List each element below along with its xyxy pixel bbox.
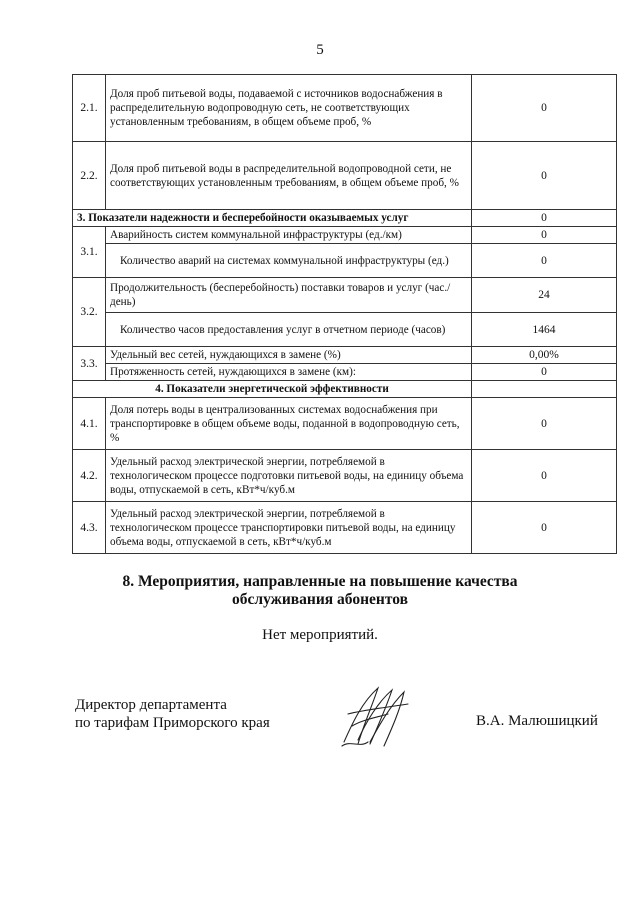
section-3-title: 3. Показатели надежности и бесперебойности оказываемых услуг [73, 210, 472, 227]
position-line1: Директор департамента [75, 697, 227, 713]
indicator-value: 0 [472, 75, 617, 142]
section-4-title: 4. Показатели энергетической эффективности [73, 381, 472, 398]
indicator-value: 0 [472, 227, 617, 244]
table-row [73, 347, 617, 364]
indicator-value: 0 [472, 502, 617, 554]
row-number: 2.1. [73, 75, 106, 142]
section-header-row [73, 381, 617, 398]
row-number: 3.3. [73, 347, 106, 381]
row-number: 4.3. [73, 502, 106, 554]
indicator-text: Удельный расход электрической энергии, потребляемой в технологическом процессе транспортировки питьевой воды, на единицу объема воды, отпускаемой в сеть, кВт*ч/куб.м [106, 502, 472, 554]
indicator-value: 0 [472, 364, 617, 381]
indicator-text: Протяженность сетей, нуждающихся в замене (км): [106, 364, 472, 381]
indicator-text: Удельный вес сетей, нуждающихся в замене (%) [106, 347, 472, 364]
table-row [73, 278, 617, 313]
table-row [73, 75, 617, 142]
table-row [73, 364, 617, 381]
director-position [75, 696, 270, 732]
empty-cell [472, 381, 617, 398]
indicator-value: 0 [472, 210, 617, 227]
indicator-text: Доля проб питьевой воды, подаваемой с источников водоснабжения в распределительную водопроводную сеть, не соответствующих установленным требованиям, в общем объеме проб, % [106, 75, 472, 142]
section-header-row [73, 210, 617, 227]
indicator-value: 0 [472, 244, 617, 278]
page-number: 5 [316, 42, 324, 58]
row-number: 2.2. [73, 142, 106, 210]
table-row [73, 398, 617, 450]
indicator-value: 24 [472, 278, 617, 313]
row-number: 3.1. [73, 227, 106, 278]
section-8-title-line1: 8. Мероприятия, направленные на повышение качества [122, 573, 518, 590]
signature-mark [338, 684, 414, 750]
indicator-text: Продолжительность (бесперебойность) поставки товаров и услуг (час./день) [106, 278, 472, 313]
indicator-text: Аварийность систем коммунальной инфраструктуры (ед./км) [106, 227, 472, 244]
indicators-table [72, 74, 617, 554]
indicator-value: 1464 [472, 313, 617, 347]
signer-name: В.А. Малюшицкий [476, 713, 598, 729]
indicator-value: 0 [472, 450, 617, 502]
table-row [73, 244, 617, 278]
indicator-text: Количество аварий на системах коммунальной инфраструктуры (ед.) [106, 244, 472, 278]
table-row [73, 313, 617, 347]
section-8-heading [0, 573, 640, 609]
table-row [73, 450, 617, 502]
section-8-title-line2: обслуживания абонентов [232, 591, 408, 608]
table-row [73, 227, 617, 244]
indicator-text: Доля проб питьевой воды в распределительной водопроводной сети, не соответствующих установленным требованиям, в общем объеме проб, % [106, 142, 472, 210]
table-row [73, 502, 617, 554]
row-number: 4.2. [73, 450, 106, 502]
position-line2: по тарифам Приморского края [75, 715, 270, 731]
indicator-text: Количество часов предоставления услуг в отчетном периоде (часов) [106, 313, 472, 347]
indicator-value: 0 [472, 398, 617, 450]
indicator-text: Удельный расход электрической энергии, потребляемой в технологическом процессе подготовки питьевой воды, на единицу объема воды, отпускаемой в сеть, кВт*ч/куб.м [106, 450, 472, 502]
indicator-value: 0 [472, 142, 617, 210]
indicator-text: Доля потерь воды в централизованных системах водоснабжения при транспортировке в общем объеме воды, поданной в водопроводную сеть, % [106, 398, 472, 450]
row-number: 4.1. [73, 398, 106, 450]
table-row [73, 142, 617, 210]
no-measures-text: Нет мероприятий. [262, 627, 378, 643]
indicator-value: 0,00% [472, 347, 617, 364]
row-number: 3.2. [73, 278, 106, 347]
